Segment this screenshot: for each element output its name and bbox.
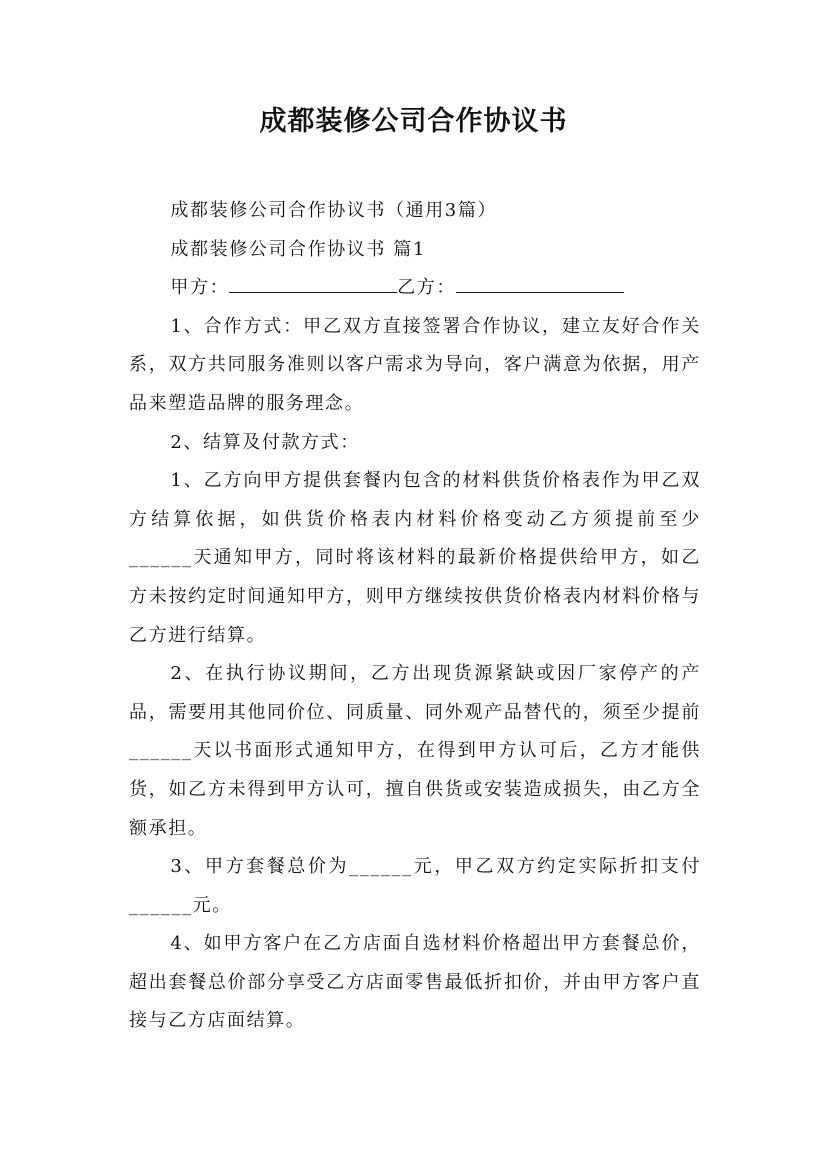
clause-cooperation: 1、合作方式：甲乙双方直接签署合作协议，建立友好合作关系，双方共同服务准则以客户需求为导向，客户满意为依据，用产品来塑造品牌的服务理念。 xyxy=(129,315,701,414)
clause-settlement-heading: 2、结算及付款方式： xyxy=(170,431,360,453)
clause-price-list: 1、乙方向甲方提供套餐内包含的材料供货价格表作为甲乙双方结算依据，如供货价格表内材料价格变动乙方须提前至少______天通知甲方，同时将该材料的最新价格提供给甲方，如乙方未按约定时间通知甲方，则甲方继续按供货价格表内材料价格与乙方进行结算。 xyxy=(129,470,701,646)
party-line xyxy=(129,269,701,308)
clause-substitution: 2、在执行协议期间，乙方出现货源紧缺或因厂家停产的产品，需要用其他同价位、同质量、同外观产品替代的，须至少提前______天以书面形式通知甲方，在得到甲方认可后，乙方才能供货，如乙方未得到甲方认可，擅自供货或安装造成损失，由乙方全额承担。 xyxy=(129,663,701,839)
party-a-blank xyxy=(229,274,397,293)
party-b-blank xyxy=(456,274,624,293)
section-heading: 成都装修公司合作协议书 篇1 xyxy=(170,238,426,260)
document-subtitle: 成都装修公司合作协议书（通用3篇） xyxy=(170,200,498,221)
clause-excess-price: 4、如甲方客户在乙方店面自选材料价格超出甲方套餐总价，超出套餐总价部分享受乙方店面零售最低折扣价，并由甲方客户直接与乙方店面结算。 xyxy=(129,933,701,1032)
party-b-label: 乙方： xyxy=(397,277,457,299)
document-title: 成都装修公司合作协议书 xyxy=(259,106,568,137)
document-body xyxy=(129,192,701,1041)
party-a-label: 甲方： xyxy=(170,277,230,299)
clause-package-price: 3、甲方套餐总价为______元，甲乙双方约定实际折扣支付______元。 xyxy=(129,856,701,916)
